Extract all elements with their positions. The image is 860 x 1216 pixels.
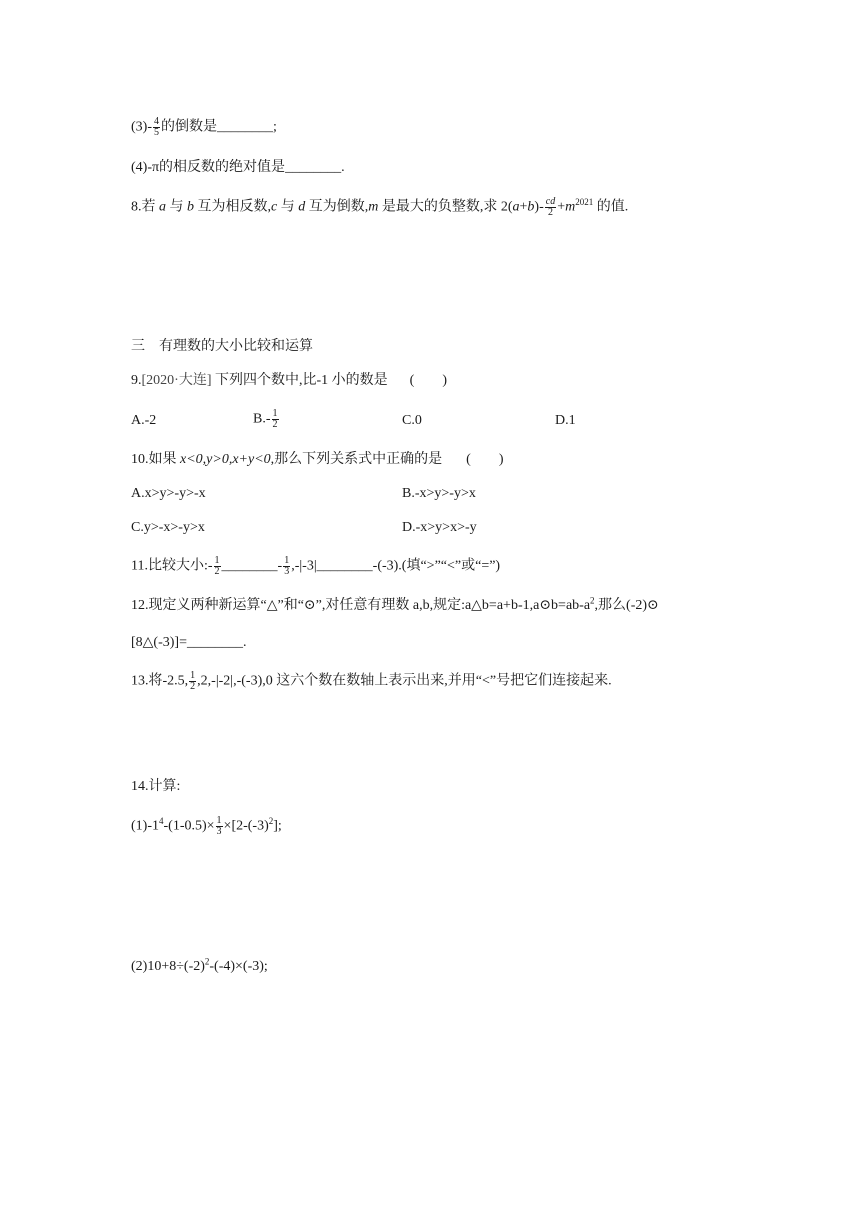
numerator: cd	[545, 196, 556, 207]
denominator: 3	[284, 566, 290, 577]
answer-blank[interactable]: ________	[221, 558, 278, 574]
var: b	[527, 199, 535, 215]
text: ;	[273, 119, 277, 135]
answer-blank[interactable]: ________	[316, 558, 373, 574]
text: 的值.	[593, 199, 629, 215]
var: c	[271, 199, 278, 215]
text: (2)10+8÷(-2)	[131, 959, 205, 974]
q7-part4	[131, 158, 345, 178]
text: ];	[273, 818, 282, 834]
var: m	[565, 199, 576, 215]
text: B.-	[253, 411, 271, 427]
question-8	[131, 197, 628, 218]
numerator: 1	[272, 408, 278, 419]
text: 的倒数是	[161, 119, 217, 135]
text: [8△(-3)]=	[131, 635, 187, 650]
text: 11.比较大小:-	[131, 558, 213, 574]
var: d	[298, 199, 306, 215]
fraction	[216, 816, 223, 837]
question-source: [2020·大连]	[141, 373, 212, 388]
var: m	[368, 199, 379, 215]
text: (4)-π的相反数的绝对值是	[131, 160, 286, 175]
text: .	[242, 635, 247, 650]
exponent: 4	[159, 816, 164, 827]
text: ,那么(-2)⊙	[594, 598, 659, 613]
option-d[interactable]: D.1	[555, 413, 576, 428]
option-d[interactable]: D.-x>y>x>-y	[402, 520, 477, 535]
text: (1)-1	[131, 818, 159, 834]
text: 13.将-2.5,	[131, 673, 189, 689]
text: ×[2-(-3)	[223, 818, 269, 834]
option-b[interactable]: B.-x>y>-y>x	[402, 486, 476, 501]
q7-part3	[131, 117, 277, 138]
text: +	[519, 199, 528, 215]
option-a[interactable]: A.x>y>-y>-x	[131, 486, 206, 501]
question-11	[131, 556, 500, 577]
condition: x<0,y>0,x+y<0	[180, 452, 271, 467]
fraction	[283, 556, 290, 577]
option-c[interactable]: C.0	[402, 413, 422, 428]
question-9	[131, 371, 447, 391]
text: 9.	[131, 373, 142, 388]
numerator: 1	[190, 670, 196, 681]
fraction	[189, 671, 196, 692]
text: ,2,-|-2|,-(-3),0 这六个数在数轴上表示出来,并用“<”号把它们连接起来.	[197, 673, 612, 689]
exponent: 2	[590, 595, 595, 606]
denominator: 2	[214, 566, 220, 577]
text: 互为相反数,	[194, 199, 271, 215]
denominator: 2	[272, 419, 278, 430]
text: 12.现定义两种新运算“△”和“⊙”,对任意有理数 a,b,规定:a△b=a+b-1,a⊙b=ab-a	[131, 598, 591, 613]
exponent: 2	[268, 816, 274, 827]
text: 下列四个数中,比-1 小的数是	[211, 373, 388, 388]
numerator: 1	[214, 555, 220, 566]
option-a[interactable]: A.-2	[131, 413, 157, 428]
fraction	[153, 117, 160, 138]
text: 10.如果	[131, 452, 180, 467]
var: a	[512, 199, 520, 215]
numerator: 1	[216, 815, 222, 826]
var: a	[159, 199, 166, 215]
text: +	[557, 199, 566, 215]
text: 与	[277, 199, 299, 215]
text: -	[277, 558, 283, 574]
answer-paren[interactable]: ( )	[466, 452, 504, 467]
text: ,-|-3|	[291, 558, 317, 574]
text: ,那么下列关系式中正确的是	[270, 452, 443, 467]
text: .	[341, 160, 345, 175]
text: )-	[534, 199, 544, 215]
text: 互为倒数,	[305, 199, 369, 215]
answer-blank[interactable]: ________	[217, 119, 273, 135]
text: 是最大的负整数,求 2(	[378, 199, 513, 215]
question-10	[131, 450, 503, 470]
question-13	[131, 671, 612, 692]
text: -(-4)×(-3);	[209, 959, 268, 974]
option-c[interactable]: C.y>-x>-y>x	[131, 520, 205, 535]
answer-blank[interactable]: ________	[285, 160, 342, 175]
text: 与	[166, 199, 187, 215]
text: -(-3).(填“>”“<”或“=”)	[372, 558, 501, 574]
denominator: 2	[190, 681, 196, 692]
var: b	[187, 199, 194, 215]
question-14-part2	[131, 957, 268, 977]
answer-paren[interactable]: ( )	[409, 373, 447, 388]
question-14-title: 14.计算:	[131, 779, 181, 794]
denominator: 3	[216, 826, 222, 837]
question-12-line1	[131, 596, 659, 616]
denominator: 2	[547, 207, 553, 218]
fraction	[545, 197, 556, 218]
fraction	[272, 409, 279, 430]
option-b[interactable]	[253, 409, 280, 430]
section-heading: 三 有理数的大小比较和运算	[131, 339, 313, 354]
exponent: 2	[204, 956, 210, 967]
answer-blank[interactable]: ________	[186, 635, 243, 650]
fraction	[214, 556, 221, 577]
exponent: 2021	[575, 197, 594, 208]
numerator: 1	[284, 555, 290, 566]
text: (3)-	[131, 119, 152, 135]
text: 8.若	[131, 199, 159, 215]
numerator: 4	[154, 116, 159, 127]
question-12-line2	[131, 633, 246, 653]
text: -(1-0.5)×	[163, 818, 215, 834]
question-14-part1	[131, 816, 282, 837]
denominator: 5	[154, 127, 159, 138]
